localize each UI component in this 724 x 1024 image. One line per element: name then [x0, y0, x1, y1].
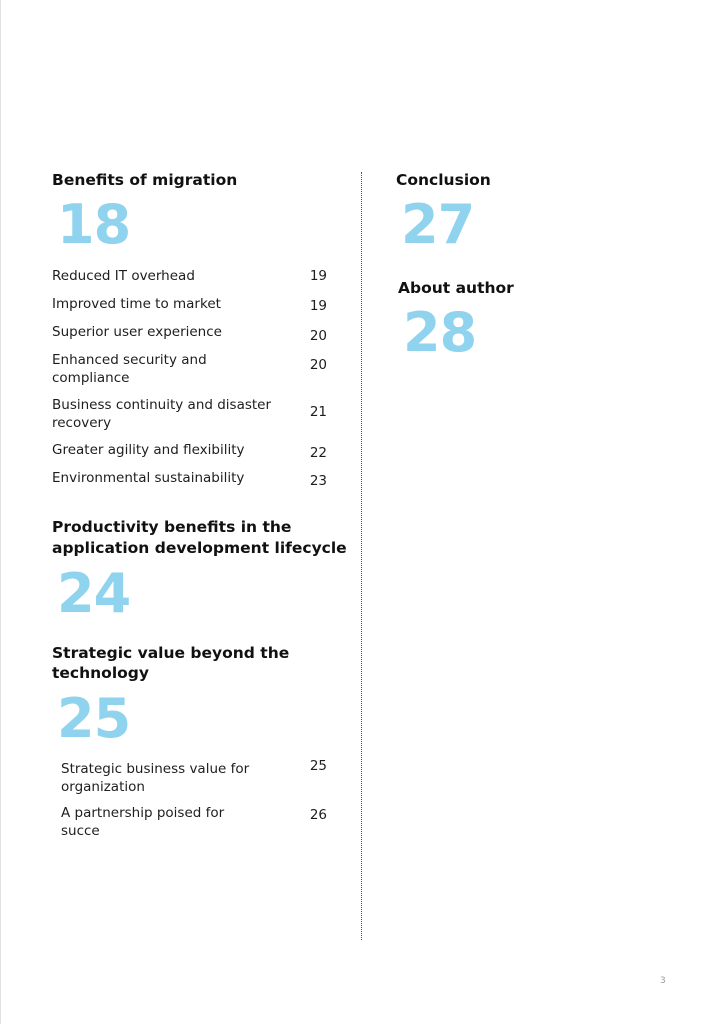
toc-entry-enhanced-security[interactable]: Enhanced security and compliance	[52, 352, 207, 386]
toc-page-strategic-business-value[interactable]: 25	[309, 758, 327, 774]
section-number-conclusion[interactable]: 27	[401, 193, 475, 256]
page-number: 3	[660, 976, 666, 986]
section-heading-about-author[interactable]: About author	[398, 279, 514, 297]
toc-page-business-continuity[interactable]: 21	[309, 404, 327, 420]
column-divider	[361, 172, 362, 940]
toc-entry-greater-agility[interactable]: Greater agility and flexibility	[52, 442, 245, 458]
toc-page-partnership[interactable]: 26	[309, 807, 327, 823]
section-heading-strategic-line2[interactable]: technology	[52, 664, 149, 682]
section-heading-productivity-line1[interactable]: Productivity benefits in the	[52, 518, 292, 536]
toc-entry-reduced-it-overhead[interactable]: Reduced IT overhead	[52, 268, 195, 284]
page-edge	[0, 0, 1, 1024]
section-number-about-author[interactable]: 28	[403, 301, 477, 364]
toc-page-superior-user-experience[interactable]: 20	[309, 328, 327, 344]
toc-page-greater-agility[interactable]: 22	[309, 445, 327, 461]
section-number-productivity[interactable]: 24	[57, 562, 131, 625]
toc-entry-business-continuity[interactable]: Business continuity and disaster recovery	[52, 397, 272, 431]
section-heading-conclusion[interactable]: Conclusion	[396, 171, 491, 189]
toc-entry-superior-user-experience[interactable]: Superior user experience	[52, 324, 222, 340]
toc-page-improved-time-to-market[interactable]: 19	[309, 298, 327, 314]
section-number-benefits[interactable]: 18	[57, 193, 131, 256]
toc-entry-strategic-business-value[interactable]: Strategic business value for organization	[61, 761, 250, 795]
section-heading-productivity-line2[interactable]: application development lifecycle	[52, 539, 347, 557]
toc-page-enhanced-security[interactable]: 20	[309, 357, 327, 373]
toc-page-reduced-it-overhead[interactable]: 19	[309, 268, 327, 284]
section-heading-strategic-line1[interactable]: Strategic value beyond the	[52, 644, 290, 662]
toc-page-environmental-sustainability[interactable]: 23	[309, 473, 327, 489]
section-number-strategic[interactable]: 25	[57, 687, 131, 750]
section-heading-benefits[interactable]: Benefits of migration	[52, 171, 238, 189]
toc-entry-partnership[interactable]: A partnership poised for succe	[61, 805, 225, 839]
toc-entry-environmental-sustainability[interactable]: Environmental sustainability	[52, 470, 245, 486]
toc-entry-improved-time-to-market[interactable]: Improved time to market	[52, 296, 221, 312]
